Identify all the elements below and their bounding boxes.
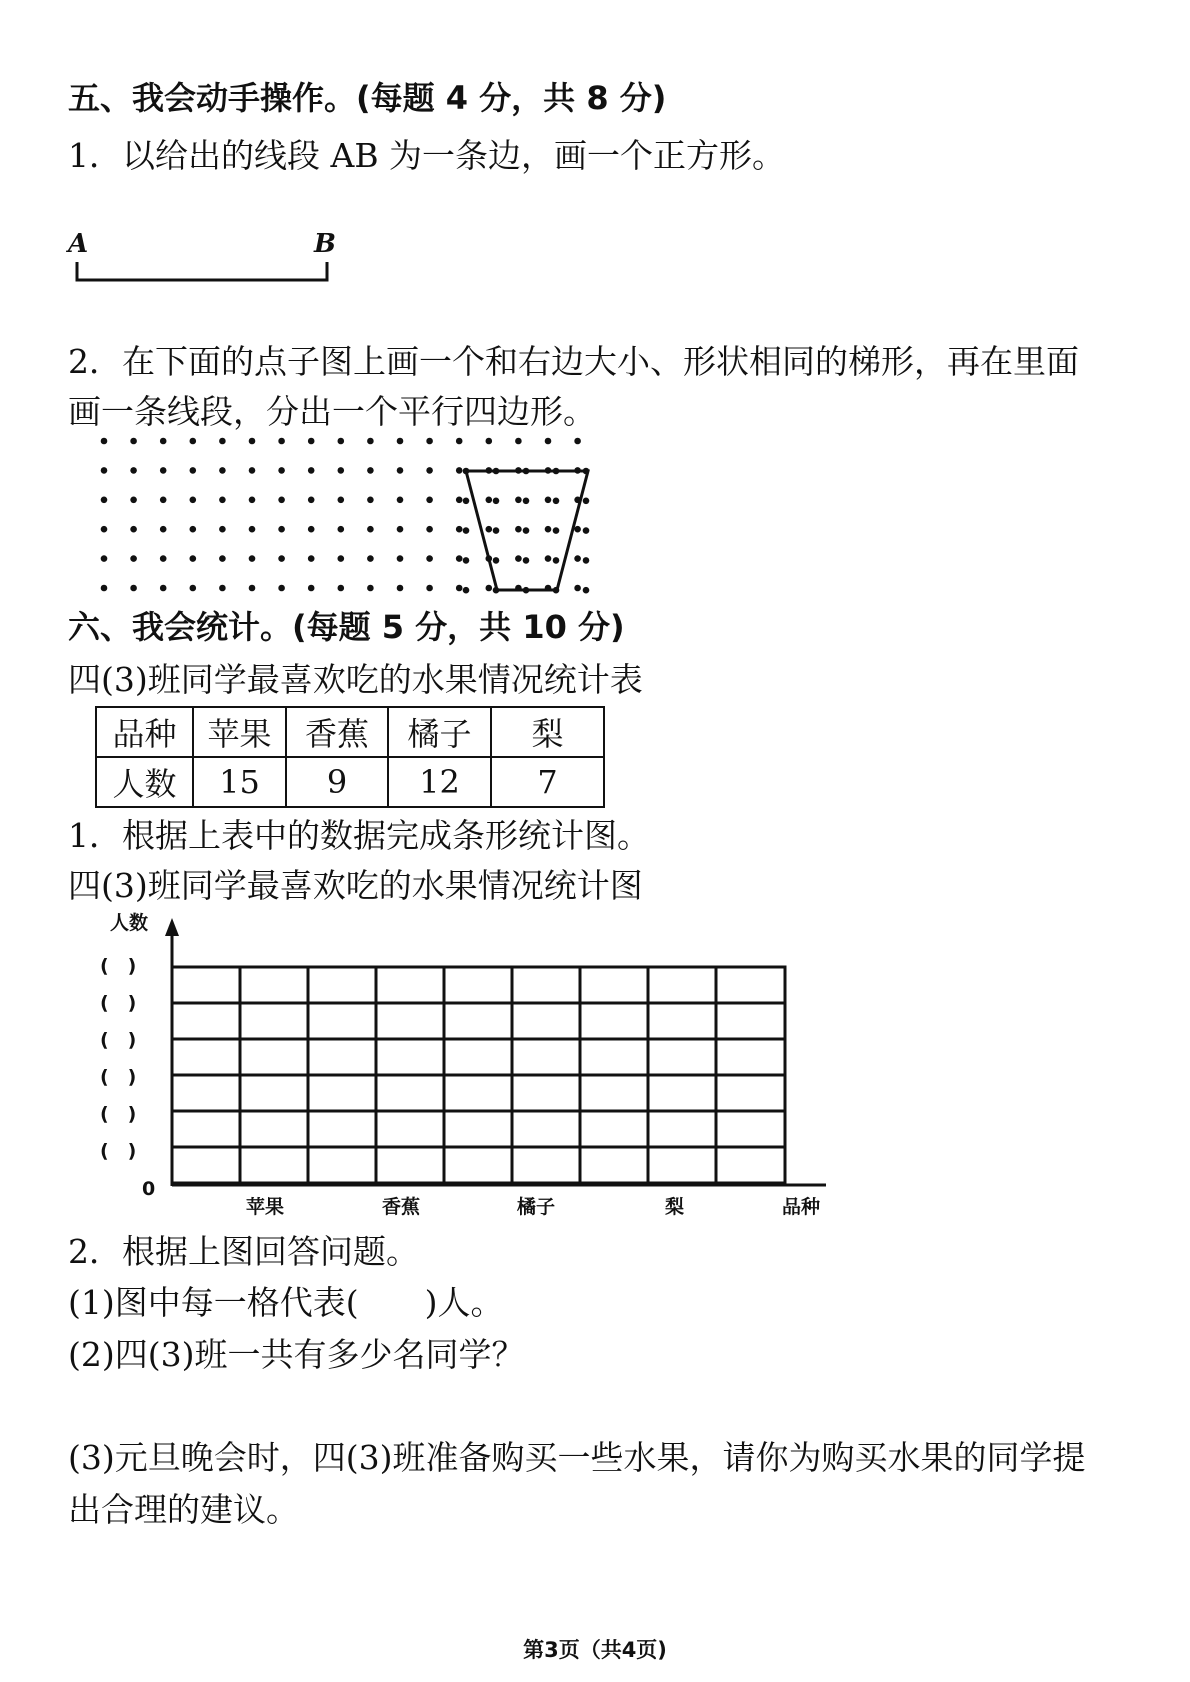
grid-dot bbox=[456, 585, 463, 592]
grid-dot bbox=[545, 526, 552, 533]
question-6-2-2: (2)四(3)班一共有多少名同学？ bbox=[68, 1335, 525, 1374]
table-cell-count: 15 bbox=[193, 757, 286, 807]
grid-dot bbox=[130, 438, 137, 445]
grid-dot bbox=[493, 557, 500, 564]
grid-dot bbox=[160, 555, 167, 562]
grid-dot bbox=[190, 438, 197, 445]
grid-dot bbox=[426, 585, 433, 592]
question-6-2: 2．根据上图回答问题。 bbox=[68, 1232, 419, 1271]
grid-dot bbox=[101, 467, 108, 474]
grid-dot bbox=[463, 557, 470, 564]
chart-title: 四(3)班同学最喜欢吃的水果情况统计图 bbox=[68, 866, 643, 905]
grid-dot bbox=[515, 555, 522, 562]
grid-dot bbox=[308, 497, 315, 504]
grid-dot bbox=[190, 555, 197, 562]
y-tick-label: ( ) bbox=[100, 955, 137, 977]
grid-dot bbox=[456, 497, 463, 504]
grid-dot bbox=[219, 585, 226, 592]
grid-dot bbox=[338, 555, 345, 562]
table-cell-count: 9 bbox=[286, 757, 388, 807]
grid-dot bbox=[583, 557, 590, 564]
grid-dot bbox=[160, 467, 167, 474]
grid-dot bbox=[338, 497, 345, 504]
table-header-count: 人数 bbox=[96, 757, 193, 807]
grid-dot bbox=[160, 585, 167, 592]
grid-dot bbox=[101, 438, 108, 445]
grid-dot bbox=[308, 467, 315, 474]
grid-dot bbox=[249, 585, 256, 592]
grid-dot bbox=[493, 498, 500, 505]
grid-dot bbox=[426, 555, 433, 562]
grid-dot bbox=[308, 526, 315, 533]
grid-dot bbox=[574, 555, 581, 562]
grid-dot bbox=[493, 527, 500, 534]
grid-dot bbox=[367, 467, 374, 474]
table-header-variety: 品种 bbox=[96, 707, 193, 757]
grid-dot bbox=[397, 467, 404, 474]
question-6-1: 1．根据上表中的数据完成条形统计图。 bbox=[68, 816, 650, 855]
grid-dot bbox=[308, 438, 315, 445]
grid-dot bbox=[101, 526, 108, 533]
grid-dot bbox=[583, 498, 590, 505]
grid-dot bbox=[249, 438, 256, 445]
grid-dot bbox=[463, 498, 470, 505]
question-5-2-line2: 画一条线段，分出一个平行四边形。 bbox=[68, 392, 596, 431]
y-tick-label: ( ) bbox=[100, 1140, 137, 1162]
x-tick-label: 苹果 bbox=[246, 1196, 285, 1218]
section-5-title: 五、我会动手操作。(每题 4 分，共 8 分) bbox=[68, 79, 667, 117]
segment-ab bbox=[77, 262, 327, 280]
grid-dot bbox=[338, 526, 345, 533]
y-axis-label: 人数 bbox=[110, 912, 149, 934]
grid-dot bbox=[397, 438, 404, 445]
grid-dot bbox=[190, 497, 197, 504]
grid-dot bbox=[190, 526, 197, 533]
grid-dot bbox=[278, 497, 285, 504]
grid-dot bbox=[278, 555, 285, 562]
grid-dot bbox=[130, 585, 137, 592]
grid-dot bbox=[249, 526, 256, 533]
grid-dot bbox=[523, 527, 530, 534]
grid-dot bbox=[101, 585, 108, 592]
question-6-2-3-line2: 出合理的建议。 bbox=[68, 1490, 299, 1529]
question-6-2-1: (1)图中每一格代表( )人。 bbox=[68, 1283, 504, 1322]
grid-dot bbox=[101, 497, 108, 504]
bar-chart-grid bbox=[172, 967, 785, 1183]
grid-dot bbox=[545, 438, 552, 445]
y-tick-label: ( ) bbox=[100, 1029, 137, 1051]
grid-dot bbox=[553, 498, 560, 505]
grid-dot bbox=[553, 527, 560, 534]
y-axis-arrow bbox=[165, 918, 179, 936]
grid-dot bbox=[426, 497, 433, 504]
grid-dot bbox=[130, 467, 137, 474]
grid-dot bbox=[553, 557, 560, 564]
dot-grid bbox=[101, 438, 581, 592]
grid-dot bbox=[130, 555, 137, 562]
grid-dot bbox=[338, 438, 345, 445]
grid-dot bbox=[456, 438, 463, 445]
table-cell-fruit: 梨 bbox=[491, 707, 604, 757]
x-tick-label: 橘子 bbox=[517, 1196, 556, 1218]
grid-dot bbox=[219, 526, 226, 533]
grid-dot bbox=[515, 497, 522, 504]
grid-dot bbox=[456, 526, 463, 533]
table-cell-count: 12 bbox=[388, 757, 491, 807]
grid-dot bbox=[523, 557, 530, 564]
x-tick-label: 香蕉 bbox=[382, 1196, 421, 1218]
grid-dot bbox=[160, 497, 167, 504]
question-6-2-3-line1: (3)元旦晚会时，四(3)班准备购买一些水果，请你为购买水果的同学提 bbox=[68, 1438, 1086, 1477]
grid-dot bbox=[130, 526, 137, 533]
grid-dot bbox=[367, 585, 374, 592]
grid-dot bbox=[367, 438, 374, 445]
grid-dot bbox=[278, 585, 285, 592]
grid-dot bbox=[583, 527, 590, 534]
y-tick-label: ( ) bbox=[100, 1103, 137, 1125]
grid-dot bbox=[523, 498, 530, 505]
grid-dot bbox=[545, 555, 552, 562]
grid-dot bbox=[278, 526, 285, 533]
question-5-1: 1．以给出的线段 AB 为一条边，画一个正方形。 bbox=[68, 136, 786, 175]
grid-dot bbox=[486, 526, 493, 533]
grid-dot bbox=[160, 526, 167, 533]
grid-dot bbox=[367, 555, 374, 562]
table-cell-count: 7 bbox=[491, 757, 604, 807]
grid-dot bbox=[486, 585, 493, 592]
grid-dot bbox=[367, 497, 374, 504]
grid-dot bbox=[463, 587, 470, 594]
grid-dot bbox=[190, 467, 197, 474]
table-title: 四(3)班同学最喜欢吃的水果情况统计表 bbox=[68, 660, 643, 699]
grid-dot bbox=[130, 497, 137, 504]
grid-dot bbox=[367, 526, 374, 533]
grid-dot bbox=[278, 467, 285, 474]
x-tick-label: 梨 bbox=[665, 1196, 685, 1218]
grid-dot bbox=[219, 467, 226, 474]
y-origin-label: 0 bbox=[142, 1178, 156, 1200]
grid-dot bbox=[486, 438, 493, 445]
grid-dot bbox=[249, 555, 256, 562]
grid-dot bbox=[397, 497, 404, 504]
grid-dot bbox=[426, 526, 433, 533]
question-5-2-line1: 2．在下面的点子图上画一个和右边大小、形状相同的梯形，再在里面 bbox=[68, 342, 1079, 381]
grid-dot bbox=[397, 526, 404, 533]
grid-dot bbox=[456, 555, 463, 562]
grid-dot bbox=[574, 585, 581, 592]
grid-dot bbox=[160, 438, 167, 445]
grid-dot bbox=[545, 497, 552, 504]
grid-dot bbox=[278, 438, 285, 445]
grid-dot bbox=[463, 527, 470, 534]
grid-dot bbox=[397, 585, 404, 592]
grid-dot bbox=[574, 526, 581, 533]
grid-dot bbox=[486, 497, 493, 504]
table-cell-fruit: 橘子 bbox=[388, 707, 491, 757]
grid-dot bbox=[397, 555, 404, 562]
table-cell-fruit: 香蕉 bbox=[286, 707, 388, 757]
grid-dot bbox=[338, 585, 345, 592]
grid-dot bbox=[456, 467, 463, 474]
y-tick-label: ( ) bbox=[100, 992, 137, 1014]
grid-dot bbox=[219, 438, 226, 445]
grid-dot bbox=[338, 467, 345, 474]
grid-dot bbox=[308, 585, 315, 592]
grid-dot bbox=[190, 585, 197, 592]
table-cell-fruit: 苹果 bbox=[193, 707, 286, 757]
grid-dot bbox=[101, 555, 108, 562]
page-footer: 第3页（共4页) bbox=[523, 1638, 667, 1662]
x-axis-label: 品种 bbox=[782, 1196, 821, 1218]
section-6-title: 六、我会统计。(每题 5 分，共 10 分) bbox=[68, 608, 625, 646]
grid-dot bbox=[426, 438, 433, 445]
grid-dot bbox=[515, 526, 522, 533]
grid-dot bbox=[574, 438, 581, 445]
point-a-label: A bbox=[68, 229, 89, 259]
grid-dot bbox=[308, 555, 315, 562]
grid-dot bbox=[219, 555, 226, 562]
grid-dot bbox=[219, 497, 226, 504]
grid-dot bbox=[583, 587, 590, 594]
y-tick-label: ( ) bbox=[100, 1066, 137, 1088]
point-b-label: B bbox=[314, 229, 336, 259]
grid-dot bbox=[249, 467, 256, 474]
grid-dot bbox=[515, 438, 522, 445]
grid-dot bbox=[249, 497, 256, 504]
grid-dot bbox=[426, 467, 433, 474]
